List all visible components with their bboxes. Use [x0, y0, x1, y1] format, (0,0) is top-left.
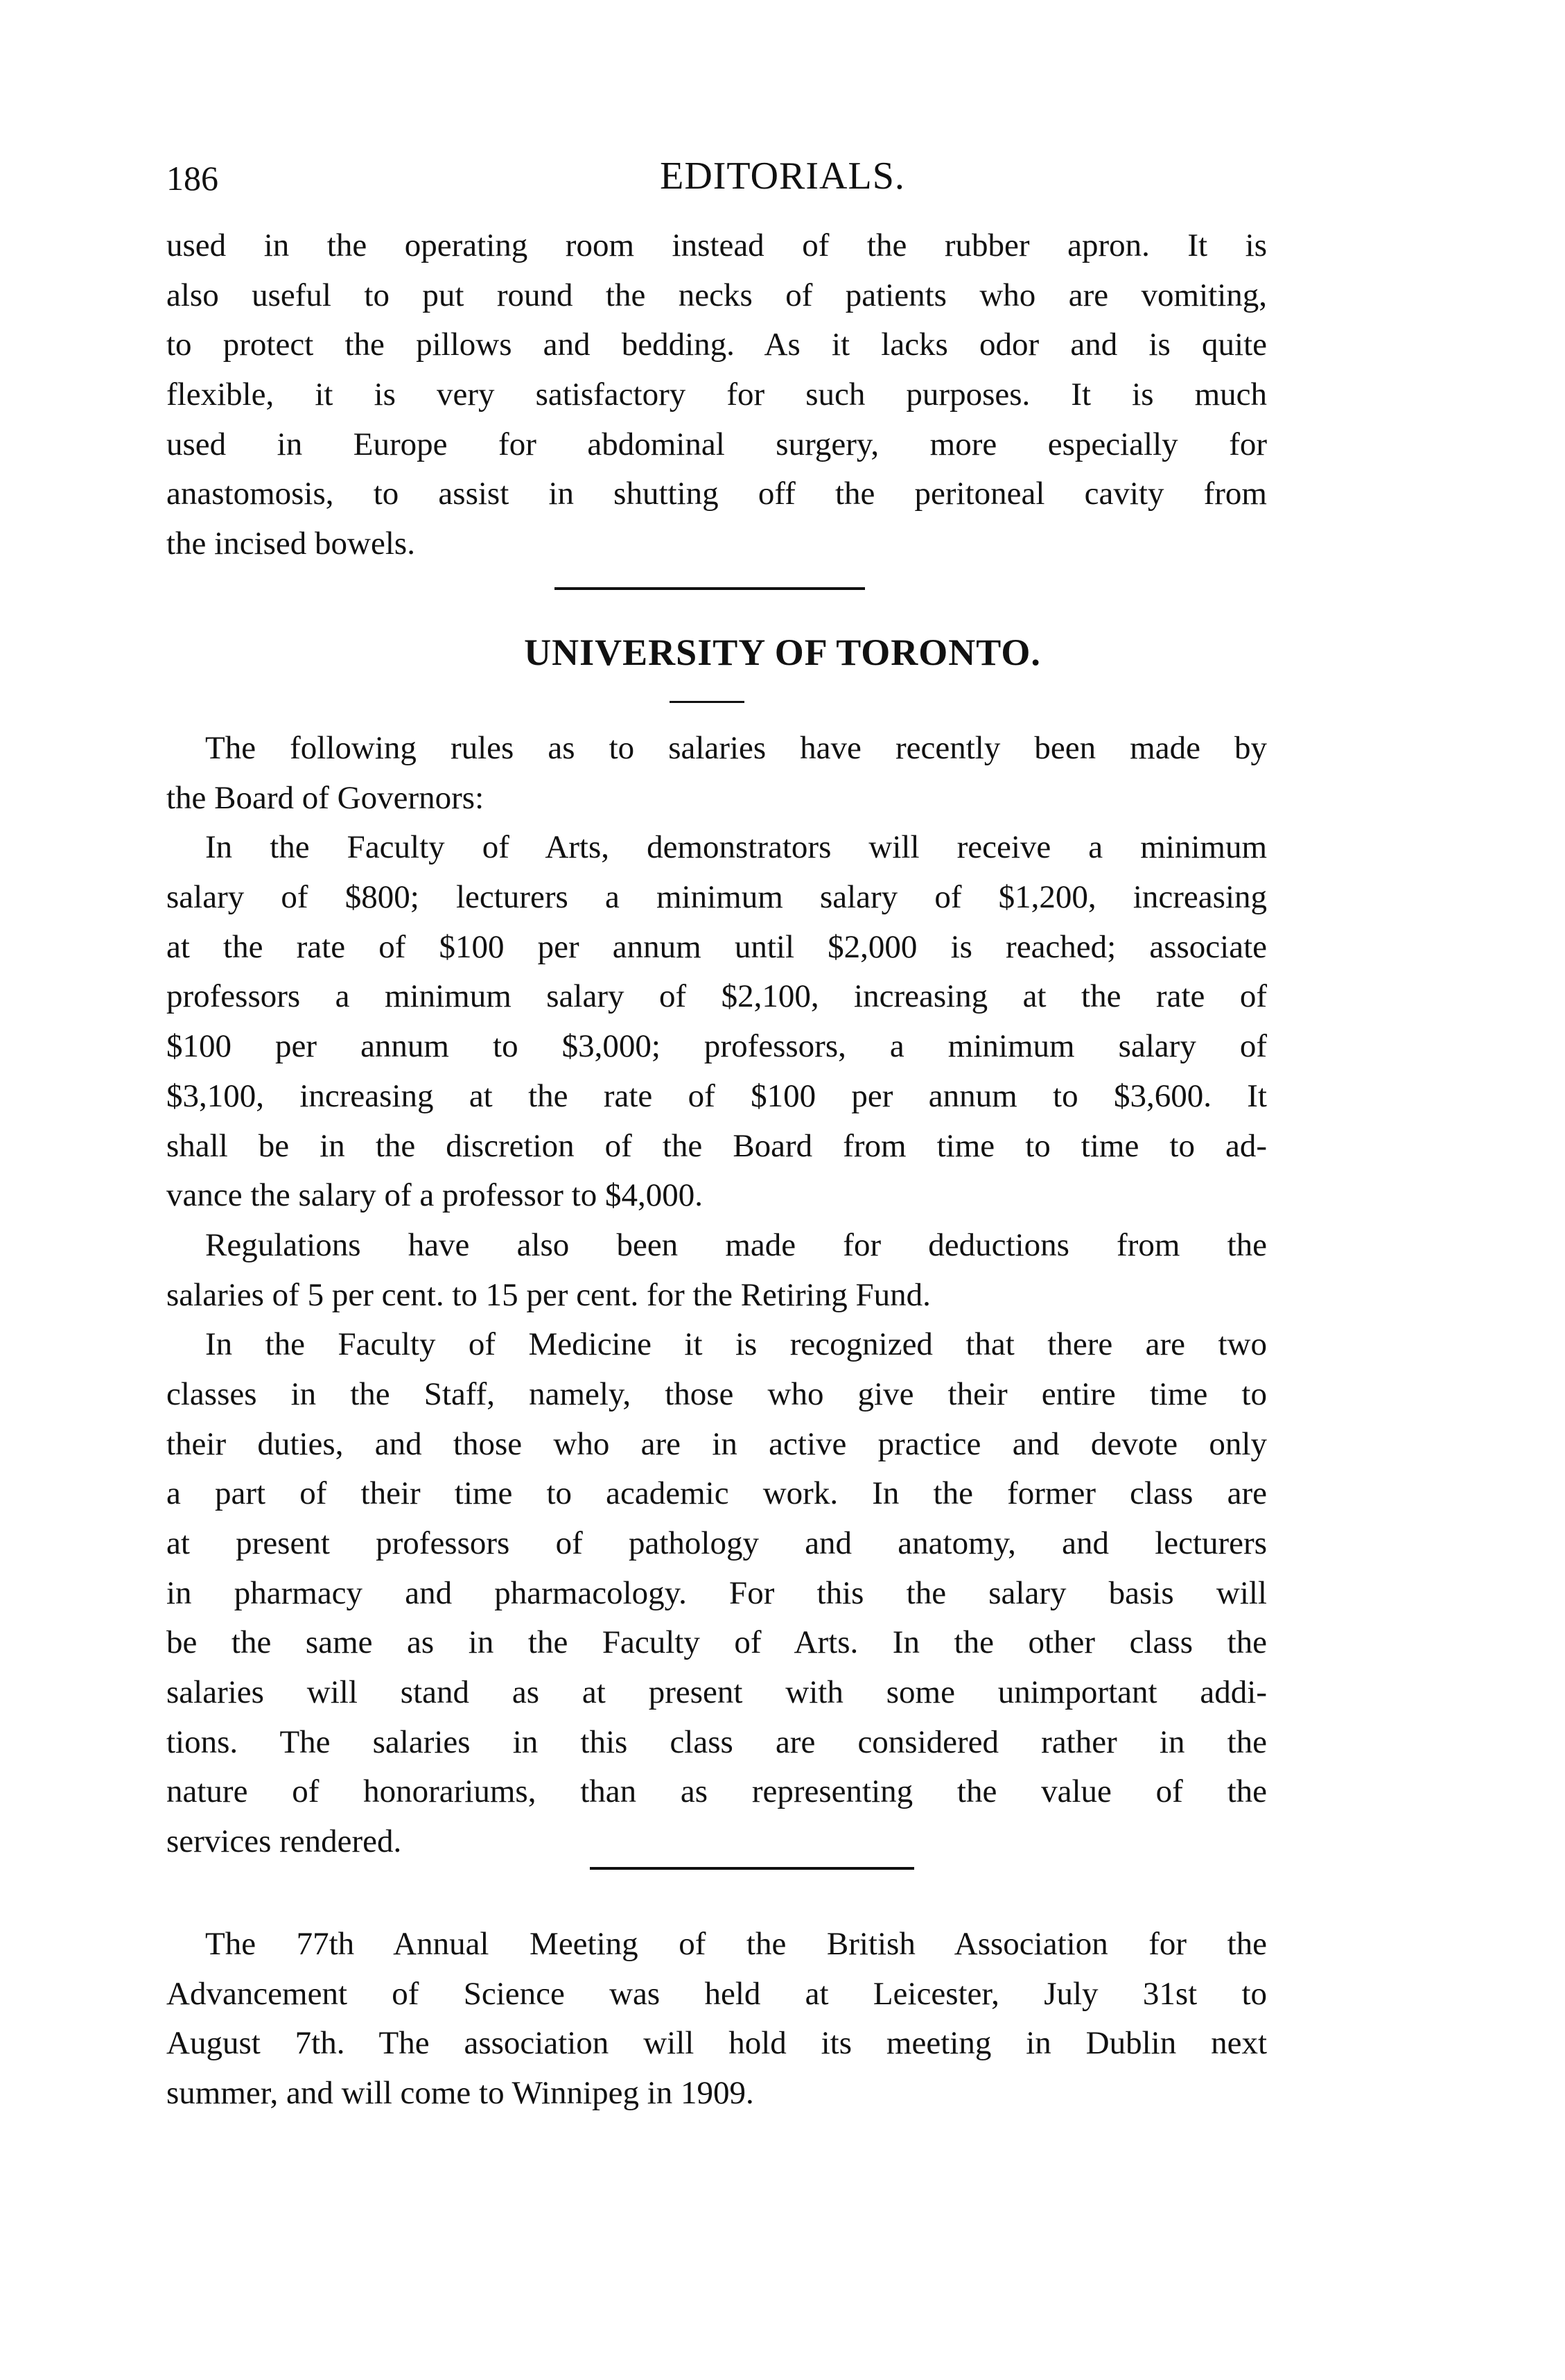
- text-line: In the Faculty of Arts, demonstrators will receive a minimum: [205, 829, 1267, 866]
- text-line: $3,100, increasing at the rate of $100 per annum to $3,600. It: [166, 1077, 1267, 1114]
- paragraph: [166, 823, 1267, 1221]
- section-heading: UNIVERSITY OF TORONTO.: [524, 632, 1041, 673]
- text-line: summer, and will come to Winnipeg in 1909.: [166, 2075, 754, 2112]
- text-line: $100 per annum to $3,000; professors, a minimum salary of: [166, 1028, 1267, 1065]
- page-number: 186: [166, 159, 218, 198]
- text-line: anastomosis, to assist in shutting off the peritoneal cavity from: [166, 476, 1267, 512]
- text-line: to protect the pillows and bedding. As it lacks odor and is quite: [166, 327, 1267, 363]
- paragraph: [166, 724, 1267, 823]
- text-line: at present professors of pathology and anatomy, and lecturers: [166, 1525, 1267, 1561]
- text-line: their duties, and those who are in active practice and devote only: [166, 1425, 1267, 1462]
- section-2-body: [166, 724, 1267, 1867]
- text-line: professors a minimum salary of $2,100, increasing at the rate of: [166, 978, 1267, 1015]
- text-line: tions. The salaries in this class are considered rather in the: [166, 1723, 1267, 1760]
- text-line: a part of their time to academic work. In the former class are: [166, 1475, 1267, 1512]
- text-line: the Board of Governors:: [166, 779, 484, 816]
- text-line: salaries of 5 per cent. to 15 per cent. for the Retiring Fund.: [166, 1276, 931, 1313]
- text-line: the incised bowels.: [166, 525, 415, 562]
- text-line: at the rate of $100 per annum until $2,000 is reached; associate: [166, 928, 1267, 965]
- text-line: used in the operating room instead of the rubber apron. It is: [166, 227, 1267, 263]
- text-line: Advancement of Science was held at Leicester, July 31st to: [166, 1975, 1267, 2012]
- text-line: flexible, it is very satisfactory for such purposes. It is much: [166, 376, 1267, 413]
- text-line: shall be in the discretion of the Board from time to time to ad-: [166, 1127, 1267, 1164]
- text-line: be the same as in the Faculty of Arts. In the other class the: [166, 1624, 1267, 1661]
- section-divider: [590, 1867, 914, 1870]
- text-line: used in Europe for abdominal surgery, more especially for: [166, 426, 1267, 462]
- text-line: classes in the Staff, namely, those who give their entire time to: [166, 1375, 1267, 1412]
- text-line: In the Faculty of Medicine it is recognized that there are two: [205, 1326, 1267, 1363]
- heading-underrule: [670, 701, 744, 703]
- paragraph: [166, 1221, 1267, 1320]
- text-line: The 77th Annual Meeting of the British Association for the: [205, 1926, 1267, 1962]
- section-divider: [554, 587, 865, 590]
- text-line: Regulations have also been made for deductions from the: [205, 1226, 1267, 1263]
- paragraph: [166, 1320, 1267, 1867]
- text-line: salaries will stand as at present with some unimportant addi-: [166, 1674, 1267, 1711]
- section-1-paragraph: [166, 221, 1267, 569]
- text-line: August 7th. The association will hold its meeting in Dublin next: [166, 2025, 1267, 2062]
- text-line: salary of $800; lecturers a minimum salary of $1,200, increasing: [166, 879, 1267, 916]
- running-title: EDITORIALS.: [660, 155, 905, 198]
- text-line: The following rules as to salaries have recently been made by: [205, 730, 1267, 766]
- text-line: nature of honorariums, than as representing the value of the: [166, 1773, 1267, 1810]
- text-line: services rendered.: [166, 1823, 402, 1860]
- text-line: vance the salary of a professor to $4,000.: [166, 1177, 703, 1214]
- section-3-paragraph: [166, 1920, 1267, 2119]
- text-line: also useful to put round the necks of patients who are vomiting,: [166, 277, 1267, 313]
- text-line: in pharmacy and pharmacology. For this the salary basis will: [166, 1574, 1267, 1611]
